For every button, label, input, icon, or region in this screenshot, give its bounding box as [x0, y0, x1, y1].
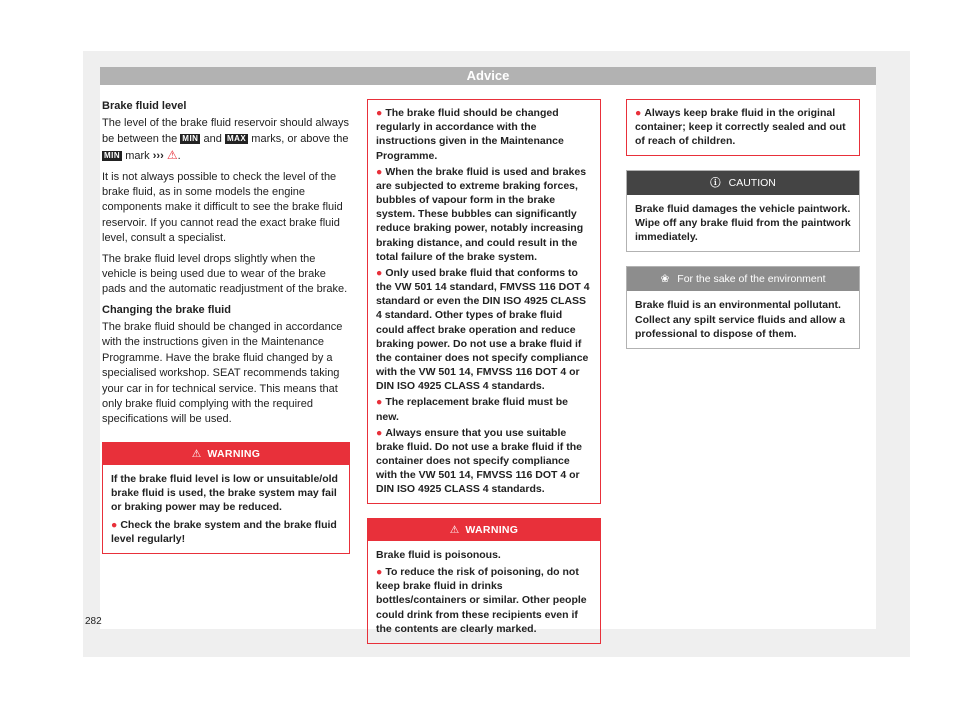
environment-body: Brake fluid is an environmental pollutant. Collect any spilt service fluids and allow a professional to dispose of them.	[635, 299, 846, 340]
environment-flower-icon: ❀	[660, 273, 670, 286]
caution-body: Brake fluid damages the vehicle paintwork. Wipe off any brake fluid from the paintwork immediately.	[635, 202, 851, 244]
heading-changing-brake-fluid: Changing the brake fluid	[102, 303, 231, 316]
warning-triangle-icon[interactable]: ⚠	[166, 148, 178, 163]
list-item: ● Always ensure that you use suitable brake fluid. Do not use a brake fluid if the container does not specify compliance with the VW 501 14, FMVSS 116 DOT 4 or DIN ISO 4925 CLASS 4 standards.	[376, 426, 582, 496]
caution-circle-icon: ⓘ	[710, 176, 721, 189]
bullet-icon: ●	[376, 565, 383, 578]
bullet-icon: ●	[376, 165, 383, 178]
caution-header: ⓘ CAUTION	[627, 171, 859, 195]
column-right	[626, 99, 860, 349]
warning-body: Brake fluid is poisonous. ● To reduce the risk of poisoning, do not keep brake fluid in drinks bottles/containers or similar. Other people could drink from these recipients even if the contents are clearly marked.	[368, 541, 600, 643]
warning-box-level	[102, 442, 350, 554]
bullet-icon: ●	[111, 518, 118, 531]
warning-triangle-icon: ⚠	[449, 523, 460, 536]
warning-box-poison	[367, 518, 601, 644]
list-item: ● Check the brake system and the brake fluid level regularly!	[111, 518, 337, 545]
bullet-icon: ●	[635, 107, 642, 119]
list-item: ● To reduce the risk of poisoning, do not keep brake fluid in drinks bottles/containers or similar. Other people could drink from these recipients even if the contents are clearly marked.	[376, 565, 587, 635]
max-mark-icon: MAX	[226, 133, 247, 143]
warning-triangle-icon: ⚠	[191, 447, 202, 460]
warning-header: ⚠ WARNING	[103, 443, 349, 465]
caution-box	[626, 170, 860, 253]
safety-list-box	[367, 99, 601, 504]
environment-box	[626, 266, 860, 349]
min-mark-icon: MIN	[182, 133, 199, 143]
column-middle	[367, 99, 601, 644]
min-mark-icon: MIN	[104, 151, 121, 161]
section-header: Advice	[100, 67, 876, 85]
bullet-icon: ●	[376, 266, 383, 279]
column-left	[102, 99, 350, 554]
safety-list-box	[626, 99, 860, 156]
list-item: ● The brake fluid should be changed regularly in accordance with the instructions given in the Maintenance Programme.	[376, 107, 564, 162]
paragraph-level: The level of the brake fluid reservoir should always be between the MIN and MAX marks, or above the MIN mark ››› ⚠.	[102, 117, 350, 163]
list-item: ● Only used brake fluid that conforms to the VW 501 14 standard, FMVSS 116 DOT 4 standard or even the DIN ISO 4925 CLASS 4 standard. Other types of brake fluid could affect brake operation and reduce braking power. Do not use a brake fluid if the container does not specify compliance with the VW 501 14, FMVSS 116 DOT 4 or DIN ISO 4925 CLASS 4 standards.	[376, 266, 590, 393]
bullet-icon: ●	[376, 107, 383, 119]
bullet-icon: ●	[376, 396, 383, 409]
paragraph-level-drop: The brake fluid level drops slightly when the vehicle is being used due to wear of the brake pads and the automatic readjustment of the brake.	[102, 252, 348, 296]
list-item: ● When the brake fluid is used and brakes are subjected to extreme braking forces, bubbles of vapour form in the brake system. These bubbles can significantly reduce braking power, notably increasing braking distance, and could result in the total failure of the brake system.	[376, 165, 587, 263]
heading-brake-fluid-level: Brake fluid level	[102, 100, 187, 112]
reference-arrow[interactable]: ›››	[152, 150, 164, 163]
manual-page	[100, 67, 876, 635]
bullet-icon: ●	[376, 426, 383, 439]
paragraph-reservoir: It is not always possible to check the level of the brake fluid, as in some models the engine components make it difficult to see the brake fluid reservoir. If you cannot read the exact brake fluid level, consult a specialist.	[102, 170, 343, 245]
environment-header: ❀ For the sake of the environment	[627, 267, 859, 291]
warning-body: If the brake fluid level is low or unsuitable/old brake fluid is used, the brake system may fail or braking power may be reduced. ● Check the brake system and the brake fluid level regularly!	[103, 465, 349, 553]
warning-header: ⚠ WARNING	[368, 519, 600, 541]
list-item: ● The replacement brake fluid must be new.	[376, 396, 568, 423]
page-number: 282	[85, 616, 102, 627]
paragraph-changing: The brake fluid should be changed in accordance with the instructions given in the Maintenance Programme. Have the brake fluid changed by a specialised workshop. SEAT recommends taking your car in for technical service. This means that only brake fluid complying with the required specifications will be used.	[102, 321, 343, 426]
list-item: ● Always keep brake fluid in the original container; keep it correctly sealed and out of reach of children.	[635, 107, 846, 148]
